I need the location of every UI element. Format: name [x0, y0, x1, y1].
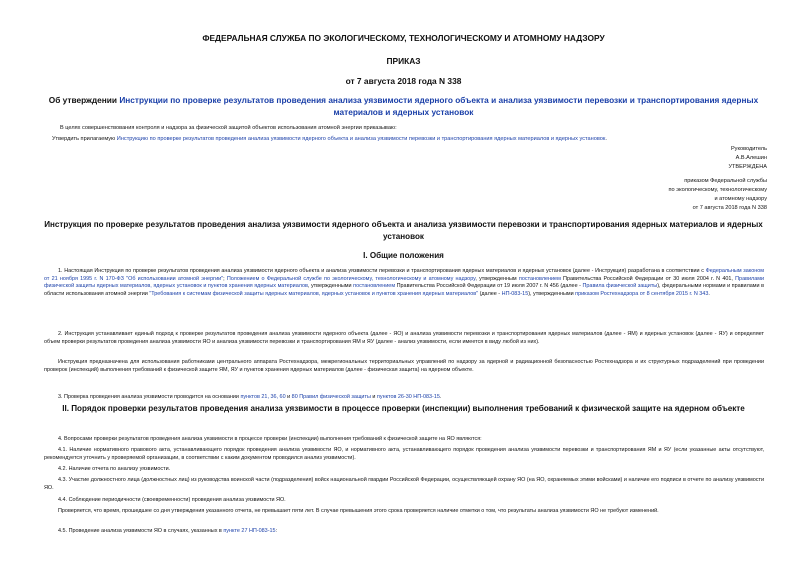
approval-line-2: по экологическому, технологическому — [668, 186, 767, 193]
p1-text-c: , утвержденным — [475, 275, 519, 282]
paragraph-5-4-note: Проверяется, что время, прошедшее со дня утверждения указанного отчета, не превышает пяти лет. В случае превышения этого срока проверяется наличие отметки о том, что результаты анализа уязвимости ЯО не требуют изменений. — [58, 508, 659, 514]
physical-protection-rules-link[interactable]: Правилами физической защиты ядерных материалов, ядерных установок и пунктов хранения ядерных материалов — [44, 275, 764, 290]
instruction-title: Инструкция по проверке результатов проведения анализа уязвимости ядерного объекта и анализа уязвимости перевозки и транспортирования ядерных материалов и ядерных установок — [44, 220, 763, 241]
p5-5-text-a: 4.5. Проведение анализа уязвимости ЯО в случаях, указанных в — [58, 528, 224, 534]
approved-label: УТВЕРЖДЕНА — [728, 164, 767, 171]
agency-name: ФЕДЕРАЛЬНАЯ СЛУЖБА ПО ЭКОЛОГИЧЕСКОМУ, ТЕХНОЛОГИЧЕСКОМУ И АТОМНОМУ НАДЗОРУ — [202, 33, 605, 43]
p1-text-g: ), федеральными нормами и правилами в области использования атомной энергии — [44, 283, 764, 297]
paragraph-5: 4. Вопросами проверки результатов проведения анализа уязвимости в процессе проверки (инспекции) выполнения требований к физической защите на ЯО являются: — [58, 436, 482, 442]
decree-401-link[interactable]: постановлением — [518, 275, 561, 282]
paragraph-5-1: 4.1. Наличие нормативного правового акта, устанавливающего порядок проведения анализа уязвимости ЯО, и нормативного акта, устанавливающего порядок проведения анализа уязвимости перевозки и транспортирования ЯМ и ЯУ (если указанные акты отсутствуют, рекомендуется уточнить у проверяемой организации, в соответствии с каким документом проводился анализ уязвимости). — [44, 447, 764, 461]
p1-text-f: Правительства Российской Федерации от 19 июля 2007 г. N 456 (далее - — [395, 283, 583, 290]
rules-point-80-link[interactable]: 80 Правил физической защиты — [291, 394, 371, 400]
signature-role: Руководитель — [730, 146, 767, 152]
paragraph-5-5 — [44, 528, 764, 536]
section-2-title: II. Порядок проверки результатов проведения анализа уязвимости в процессе проверки (инспекции) выполнения требований к физической защите на ядерном объекте — [62, 404, 745, 413]
rules-abbrev-link[interactable]: Правила физической защиты — [582, 283, 658, 290]
instruction-link[interactable]: Инструкцию по проверке результатов проведения анализа уязвимости ядерного объекта и анализа уязвимости перевозки и транспортирования ядерных материалов и ядерных установок — [116, 136, 606, 142]
order-title — [32, 94, 775, 118]
requirements-link[interactable]: "Требования к системам физической защиты ядерных материалов, ядерных установок и пунктов хранения ядерных материалов" — [149, 290, 479, 297]
law-170-link[interactable]: Федеральным законом от 21 ноября 1995 г. N 170-ФЗ "Об использовании атомной энергии" — [44, 268, 764, 282]
preamble-suffix: . — [605, 136, 607, 142]
np-083-15-link[interactable]: НП-083-15 — [501, 290, 529, 297]
order-343-link[interactable]: приказом Ростехнадзора от 8 сентября 2015 г. N 343 — [575, 290, 709, 297]
signature-block — [669, 145, 767, 213]
signature-name: А.В.Алешин — [735, 155, 767, 162]
preamble-line-1: В целях совершенствования контроля и надзора за физической защитой объектов использования атомной энергии приказываю: — [60, 125, 397, 131]
p5-5-text-b: : — [275, 528, 278, 534]
np-points-link[interactable]: пунктов 26-30 НП-083-15 — [376, 394, 440, 400]
document-date-number: от 7 августа 2018 года N 338 — [345, 76, 462, 86]
paragraph-5-2: 4.2. Наличие отчета по анализу уязвимости. — [58, 466, 171, 472]
approval-line-3: и атомному надзору — [714, 196, 767, 203]
p1-text-h: (далее - — [478, 290, 502, 297]
p4-text-d: . — [439, 394, 442, 400]
p1-text-e: , утвержденными — [307, 283, 354, 290]
p4-text-a: 3. Проверка проведения анализа уязвимости проводится на основании — [58, 394, 241, 400]
paragraph-4 — [44, 394, 764, 402]
preamble-line-2 — [52, 136, 792, 144]
p1-text-a: 1. Настоящая Инструкция по проверке результатов проведения анализа уязвимости ядерного объекта и анализа уязвимости перевозки и транспортирования ядерных материалов и ядерных установок (далее - Инструкция) разработана в соответствии с — [58, 268, 706, 274]
p4-text-b: и — [285, 394, 292, 400]
p1-text-b: ; — [223, 275, 227, 282]
paragraph-5-4: 4.4. Соблюдение периодичности (своевременности) проведения анализа уязвимости ЯО. — [58, 497, 286, 503]
approval-line-1: приказом Федеральной службы — [684, 177, 767, 184]
decree-456-link[interactable]: постановлением — [353, 283, 396, 290]
order-title-link[interactable]: Инструкции по проверке результатов проведения анализа уязвимости ядерного объекта и анализа уязвимости перевозки и транспортирования ядерных материалов и ядерных установок — [119, 95, 759, 117]
regulation-link[interactable]: Положением о Федеральной службе по экологическому, технологическому и атомному надзору — [226, 275, 476, 282]
p1-text-i: ), утвержденными — [528, 290, 576, 297]
paragraph-1 — [44, 268, 764, 298]
preamble-prefix: Утвердить прилагаемую — [52, 136, 117, 142]
approval-line-4: от 7 августа 2018 года N 338 — [692, 205, 767, 212]
p1-text-d: Правительства Российской Федерации от 30 июля 2004 г. N 401, — [560, 275, 736, 282]
section-1-title: I. Общие положения — [363, 251, 444, 260]
p1-text-j: . — [708, 290, 710, 297]
paragraph-2: 2. Инструкция устанавливает единый подход к проверке результатов проведения анализа уязвимости ядерного объекта (далее - ЯО) и анализа уязвимости перевозки и транспортирования ядерных материалов (далее - ЯМ) и ядерных установок (далее - ЯУ) и определяет объем проверки результатов проведения анализа уязвимости ЯО и анализа уязвимости перевозки и транспортирования ЯМ и ЯУ (далее - анализ уязвимости, если имеется в виду любой из них). — [44, 331, 764, 345]
order-title-prefix: Об утверждении — [48, 95, 120, 105]
p4-text-c: и — [370, 394, 377, 400]
document-type: ПРИКАЗ — [386, 56, 421, 66]
paragraph-5-3: 4.3. Участие должностного лица (должностных лиц) из руководства воинской части (подразделения) войск национальной гвардии Российской Федерации, осуществляющей охрану ЯО (на ЯО, охраняемых этими войсками) и наличие его подписи в отчете по анализу уязвимости ЯО. — [44, 477, 764, 491]
np-point-27-link[interactable]: пункте 27 НП-083-15 — [223, 528, 276, 534]
rules-points-link[interactable]: пунктов 21, 36, 60 — [240, 394, 286, 400]
paragraph-3: Инструкция предназначена для использования работниками центрального аппарата Ростехнадзора, межрегиональных территориальных управлений по надзору за ядерной и радиационной безопасностью Ростехнадзора и их структурных подразделений при проведении проверок (инспекций) выполнения требований к физической защите ЯМ, ЯУ и пунктов хранения ядерных материалов (далее - физическая защита) на ядерном объекте. — [44, 359, 764, 373]
